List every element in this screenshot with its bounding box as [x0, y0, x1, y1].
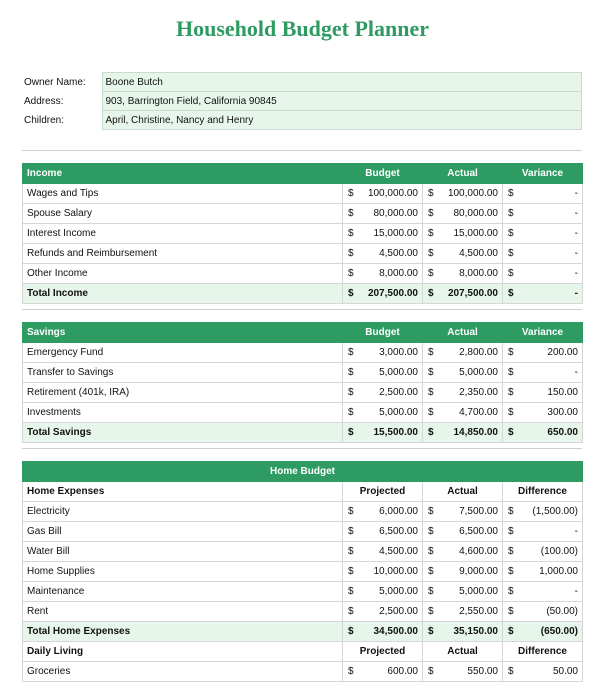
cell-col1-value: 5,000.00: [379, 367, 418, 378]
currency-symbol: $: [348, 566, 354, 577]
cell-col2[interactable]: [423, 502, 503, 522]
currency-symbol: $: [508, 506, 514, 517]
table-row: [23, 582, 583, 602]
currency-symbol: $: [508, 387, 514, 398]
cell-col1[interactable]: [343, 363, 423, 383]
cell-col1[interactable]: [343, 343, 423, 363]
row-label: Investments: [23, 403, 343, 423]
cell-col3-value: 150.00: [547, 387, 578, 398]
cell-col1-value: 80,000.00: [373, 208, 418, 219]
currency-symbol: $: [508, 546, 514, 557]
cell-col1[interactable]: [343, 662, 423, 682]
currency-symbol: $: [428, 228, 434, 239]
cell-col3[interactable]: [503, 602, 583, 622]
cell-col3-value: 50.00: [552, 666, 578, 677]
row-label: Transfer to Savings: [23, 363, 343, 383]
cell-col1[interactable]: [343, 224, 423, 244]
cell-col3-value: (100.00): [540, 546, 578, 557]
cell-col2-value: 9,000.00: [459, 566, 498, 577]
cell-col1-value: 6,500.00: [379, 526, 418, 537]
cell-col1-value: 3,000.00: [379, 347, 418, 358]
income-total-row: [23, 284, 583, 304]
row-label: Refunds and Reimbursement: [23, 244, 343, 264]
cell-col1-value: 2,500.00: [379, 387, 418, 398]
cell-col1[interactable]: [343, 403, 423, 423]
currency-symbol: $: [348, 546, 354, 557]
currency-symbol: $: [428, 248, 434, 259]
cell-col1[interactable]: [343, 264, 423, 284]
row-label: Retirement (401k, IRA): [23, 383, 343, 403]
total-col3-value: 650.00: [547, 427, 578, 438]
cell-col3[interactable]: [503, 184, 583, 204]
table-row: [23, 502, 583, 522]
table-row: [23, 184, 583, 204]
currency-symbol: $: [348, 208, 354, 219]
cell-col1-value: 5,000.00: [379, 586, 418, 597]
cell-col3[interactable]: [503, 403, 583, 423]
children-label: Children:: [24, 114, 65, 126]
cell-col3[interactable]: [503, 224, 583, 244]
cell-col2[interactable]: [423, 403, 503, 423]
currency-symbol: $: [508, 407, 514, 418]
total-col3[interactable]: [503, 622, 583, 642]
daily-living-col-1: Projected: [343, 642, 423, 662]
home-expenses-col-3: Difference: [503, 482, 583, 502]
cell-col1[interactable]: [343, 204, 423, 224]
section-divider: [22, 448, 582, 449]
table-row: [23, 662, 583, 682]
cell-col1[interactable]: [343, 602, 423, 622]
currency-symbol: $: [348, 288, 354, 299]
daily-living-col-3: Difference: [503, 642, 583, 662]
savings-col-1: Budget: [343, 323, 423, 343]
table-row: [23, 562, 583, 582]
currency-symbol: $: [508, 347, 514, 358]
cell-col2-value: 550.00: [467, 666, 498, 677]
cell-col3[interactable]: [503, 662, 583, 682]
total-label: Total Home Expenses: [23, 622, 343, 642]
total-col3-value: -: [574, 288, 578, 299]
cell-col1[interactable]: [343, 383, 423, 403]
cell-col3[interactable]: [503, 244, 583, 264]
cell-col3-value: -: [574, 586, 578, 597]
cell-col2-value: 6,500.00: [459, 526, 498, 537]
cell-col1-value: 600.00: [387, 666, 418, 677]
cell-col3-value: -: [574, 248, 578, 259]
currency-symbol: $: [348, 407, 354, 418]
children-field[interactable]: April, Christine, Nancy and Henry: [102, 111, 582, 130]
currency-symbol: $: [428, 268, 434, 279]
cell-col1-value: 5,000.00: [379, 407, 418, 418]
cell-col1-value: 6,000.00: [379, 506, 418, 517]
currency-symbol: $: [428, 526, 434, 537]
daily-living-header: Daily Living: [23, 642, 343, 662]
cell-col3[interactable]: [503, 204, 583, 224]
cell-col2-value: 7,500.00: [459, 506, 498, 517]
cell-col2-value: 80,000.00: [453, 208, 498, 219]
cell-col1-value: 4,500.00: [379, 248, 418, 259]
currency-symbol: $: [428, 188, 434, 199]
savings-col-2: Actual: [423, 323, 503, 343]
currency-symbol: $: [508, 606, 514, 617]
cell-col3[interactable]: [503, 502, 583, 522]
cell-col1[interactable]: [343, 244, 423, 264]
cell-col3-value: -: [574, 526, 578, 537]
cell-col2-value: 2,350.00: [459, 387, 498, 398]
currency-symbol: $: [428, 626, 434, 637]
cell-col2-value: 8,000.00: [459, 268, 498, 279]
cell-col2[interactable]: [423, 602, 503, 622]
cell-col2-value: 4,600.00: [459, 546, 498, 557]
currency-symbol: $: [428, 387, 434, 398]
total-col1[interactable]: [343, 284, 423, 304]
currency-symbol: $: [348, 626, 354, 637]
address-field[interactable]: 903, Barrington Field, California 90845: [102, 92, 582, 111]
total-col3-value: (650.00): [540, 626, 578, 637]
cell-col2[interactable]: [423, 582, 503, 602]
cell-col3[interactable]: [503, 582, 583, 602]
cell-col3-value: (50.00): [546, 606, 578, 617]
cell-col2[interactable]: [423, 204, 503, 224]
home-expenses-col-1: Projected: [343, 482, 423, 502]
cell-col2-value: 5,000.00: [459, 367, 498, 378]
table-row: [23, 522, 583, 542]
currency-symbol: $: [348, 347, 354, 358]
cell-col2[interactable]: [423, 662, 503, 682]
cell-col2-value: 100,000.00: [447, 188, 498, 199]
income-col-3: Variance: [503, 164, 583, 184]
table-row: [23, 224, 583, 244]
row-label: Wages and Tips: [23, 184, 343, 204]
cell-col2[interactable]: [423, 244, 503, 264]
savings-total-row: [23, 423, 583, 443]
cell-col2-value: 2,800.00: [459, 347, 498, 358]
currency-symbol: $: [428, 586, 434, 597]
currency-symbol: $: [348, 427, 354, 438]
cell-col3[interactable]: [503, 383, 583, 403]
table-row: [23, 363, 583, 383]
cell-col3[interactable]: [503, 522, 583, 542]
currency-symbol: $: [508, 188, 514, 199]
cell-col2[interactable]: [423, 184, 503, 204]
currency-symbol: $: [348, 387, 354, 398]
currency-symbol: $: [348, 606, 354, 617]
currency-symbol: $: [428, 666, 434, 677]
currency-symbol: $: [428, 506, 434, 517]
total-col3[interactable]: [503, 284, 583, 304]
cell-col3-value: -: [574, 228, 578, 239]
address-label: Address:: [24, 95, 64, 107]
currency-symbol: $: [428, 367, 434, 378]
row-label: Water Bill: [23, 542, 343, 562]
daily-living-col-2: Actual: [423, 642, 503, 662]
currency-symbol: $: [508, 566, 514, 577]
savings-table: [22, 322, 583, 443]
cell-col3-value: -: [574, 188, 578, 199]
row-label: Maintenance: [23, 582, 343, 602]
cell-col2[interactable]: [423, 264, 503, 284]
cell-col2[interactable]: [423, 522, 503, 542]
cell-col1[interactable]: [343, 542, 423, 562]
cell-col1[interactable]: [343, 582, 423, 602]
row-label: Spouse Salary: [23, 204, 343, 224]
row-label: Other Income: [23, 264, 343, 284]
cell-col3[interactable]: [503, 343, 583, 363]
currency-symbol: $: [508, 268, 514, 279]
currency-symbol: $: [508, 208, 514, 219]
cell-col1[interactable]: [343, 184, 423, 204]
currency-symbol: $: [428, 427, 434, 438]
cell-col2[interactable]: [423, 343, 503, 363]
row-label: Emergency Fund: [23, 343, 343, 363]
currency-symbol: $: [348, 367, 354, 378]
home-budget-banner: [23, 462, 583, 482]
cell-col2[interactable]: [423, 224, 503, 244]
currency-symbol: $: [508, 288, 514, 299]
currency-symbol: $: [508, 367, 514, 378]
currency-symbol: $: [508, 427, 514, 438]
cell-col2[interactable]: [423, 562, 503, 582]
total-label: Total Savings: [23, 423, 343, 443]
cell-col1-value: 100,000.00: [367, 188, 418, 199]
currency-symbol: $: [348, 248, 354, 259]
row-label: Rent: [23, 602, 343, 622]
currency-symbol: $: [348, 506, 354, 517]
cell-col3[interactable]: [503, 264, 583, 284]
currency-symbol: $: [508, 586, 514, 597]
currency-symbol: $: [348, 268, 354, 279]
currency-symbol: $: [428, 566, 434, 577]
savings-col-3: Variance: [503, 323, 583, 343]
currency-symbol: $: [508, 666, 514, 677]
daily-living-header-row: [23, 642, 583, 662]
currency-symbol: $: [428, 288, 434, 299]
home-expenses-header-row: [23, 482, 583, 502]
table-row: [23, 343, 583, 363]
savings-header: Savings: [23, 323, 343, 343]
section-divider: [22, 150, 582, 151]
currency-symbol: $: [428, 347, 434, 358]
currency-symbol: $: [508, 248, 514, 259]
cell-col1-value: 10,000.00: [373, 566, 418, 577]
cell-col2[interactable]: [423, 383, 503, 403]
total-col2-value: 207,500.00: [447, 288, 498, 299]
currency-symbol: $: [348, 526, 354, 537]
income-table: [22, 163, 583, 304]
currency-symbol: $: [428, 606, 434, 617]
currency-symbol: $: [428, 208, 434, 219]
total-col3[interactable]: [503, 423, 583, 443]
home-expenses-total-row: [23, 622, 583, 642]
total-col2-value: 14,850.00: [453, 427, 498, 438]
cell-col2-value: 4,700.00: [459, 407, 498, 418]
section-divider: [22, 309, 582, 310]
cell-col2-value: 4,500.00: [459, 248, 498, 259]
income-col-1: Budget: [343, 164, 423, 184]
income-header-row: [23, 164, 583, 184]
cell-col3[interactable]: [503, 542, 583, 562]
owner-name-field[interactable]: Boone Butch: [102, 73, 582, 92]
row-label: Electricity: [23, 502, 343, 522]
total-col2[interactable]: [423, 423, 503, 443]
cell-col3[interactable]: [503, 363, 583, 383]
row-label: Groceries: [23, 662, 343, 682]
currency-symbol: $: [508, 626, 514, 637]
currency-symbol: $: [508, 228, 514, 239]
table-row: [23, 244, 583, 264]
cell-col3-value: 1,000.00: [539, 566, 578, 577]
total-col1-value: 207,500.00: [367, 288, 418, 299]
home-budget-title: Home Budget: [23, 462, 583, 482]
cell-col2[interactable]: [423, 542, 503, 562]
currency-symbol: $: [348, 228, 354, 239]
cell-col1[interactable]: [343, 522, 423, 542]
cell-col1[interactable]: [343, 562, 423, 582]
total-col1-value: 34,500.00: [373, 626, 418, 637]
cell-col1-value: 4,500.00: [379, 546, 418, 557]
cell-col1-value: 15,000.00: [373, 228, 418, 239]
table-row: [23, 204, 583, 224]
table-row: [23, 403, 583, 423]
currency-symbol: $: [508, 526, 514, 537]
cell-col1-value: 8,000.00: [379, 268, 418, 279]
row-label: Interest Income: [23, 224, 343, 244]
cell-col1[interactable]: [343, 502, 423, 522]
cell-col1-value: 2,500.00: [379, 606, 418, 617]
cell-col3-value: 300.00: [547, 407, 578, 418]
table-row: [23, 602, 583, 622]
cell-col3-value: (1,500.00): [532, 506, 578, 517]
currency-symbol: $: [348, 188, 354, 199]
home-expenses-header: Home Expenses: [23, 482, 343, 502]
total-col1[interactable]: [343, 622, 423, 642]
income-col-2: Actual: [423, 164, 503, 184]
cell-col2-value: 5,000.00: [459, 586, 498, 597]
row-label: Gas Bill: [23, 522, 343, 542]
income-header: Income: [23, 164, 343, 184]
currency-symbol: $: [348, 666, 354, 677]
total-col1[interactable]: [343, 423, 423, 443]
table-row: [23, 542, 583, 562]
owner-info: [22, 72, 582, 130]
table-row: [23, 264, 583, 284]
owner-name-label: Owner Name:: [24, 76, 86, 88]
cell-col3[interactable]: [503, 562, 583, 582]
currency-symbol: $: [428, 546, 434, 557]
currency-symbol: $: [428, 407, 434, 418]
total-col2[interactable]: [423, 622, 503, 642]
total-label: Total Income: [23, 284, 343, 304]
savings-header-row: [23, 323, 583, 343]
home-expenses-col-2: Actual: [423, 482, 503, 502]
total-col2-value: 35,150.00: [453, 626, 498, 637]
total-col2[interactable]: [423, 284, 503, 304]
home-budget-table: [22, 461, 583, 682]
row-label: Home Supplies: [23, 562, 343, 582]
cell-col3-value: -: [574, 268, 578, 279]
cell-col3-value: -: [574, 367, 578, 378]
page-title: Household Budget Planner: [175, 16, 430, 41]
cell-col2-value: 2,550.00: [459, 606, 498, 617]
total-col1-value: 15,500.00: [373, 427, 418, 438]
cell-col3-value: 200.00: [547, 347, 578, 358]
table-row: [23, 383, 583, 403]
currency-symbol: $: [348, 586, 354, 597]
cell-col2-value: 15,000.00: [453, 228, 498, 239]
cell-col3-value: -: [574, 208, 578, 219]
cell-col2[interactable]: [423, 363, 503, 383]
